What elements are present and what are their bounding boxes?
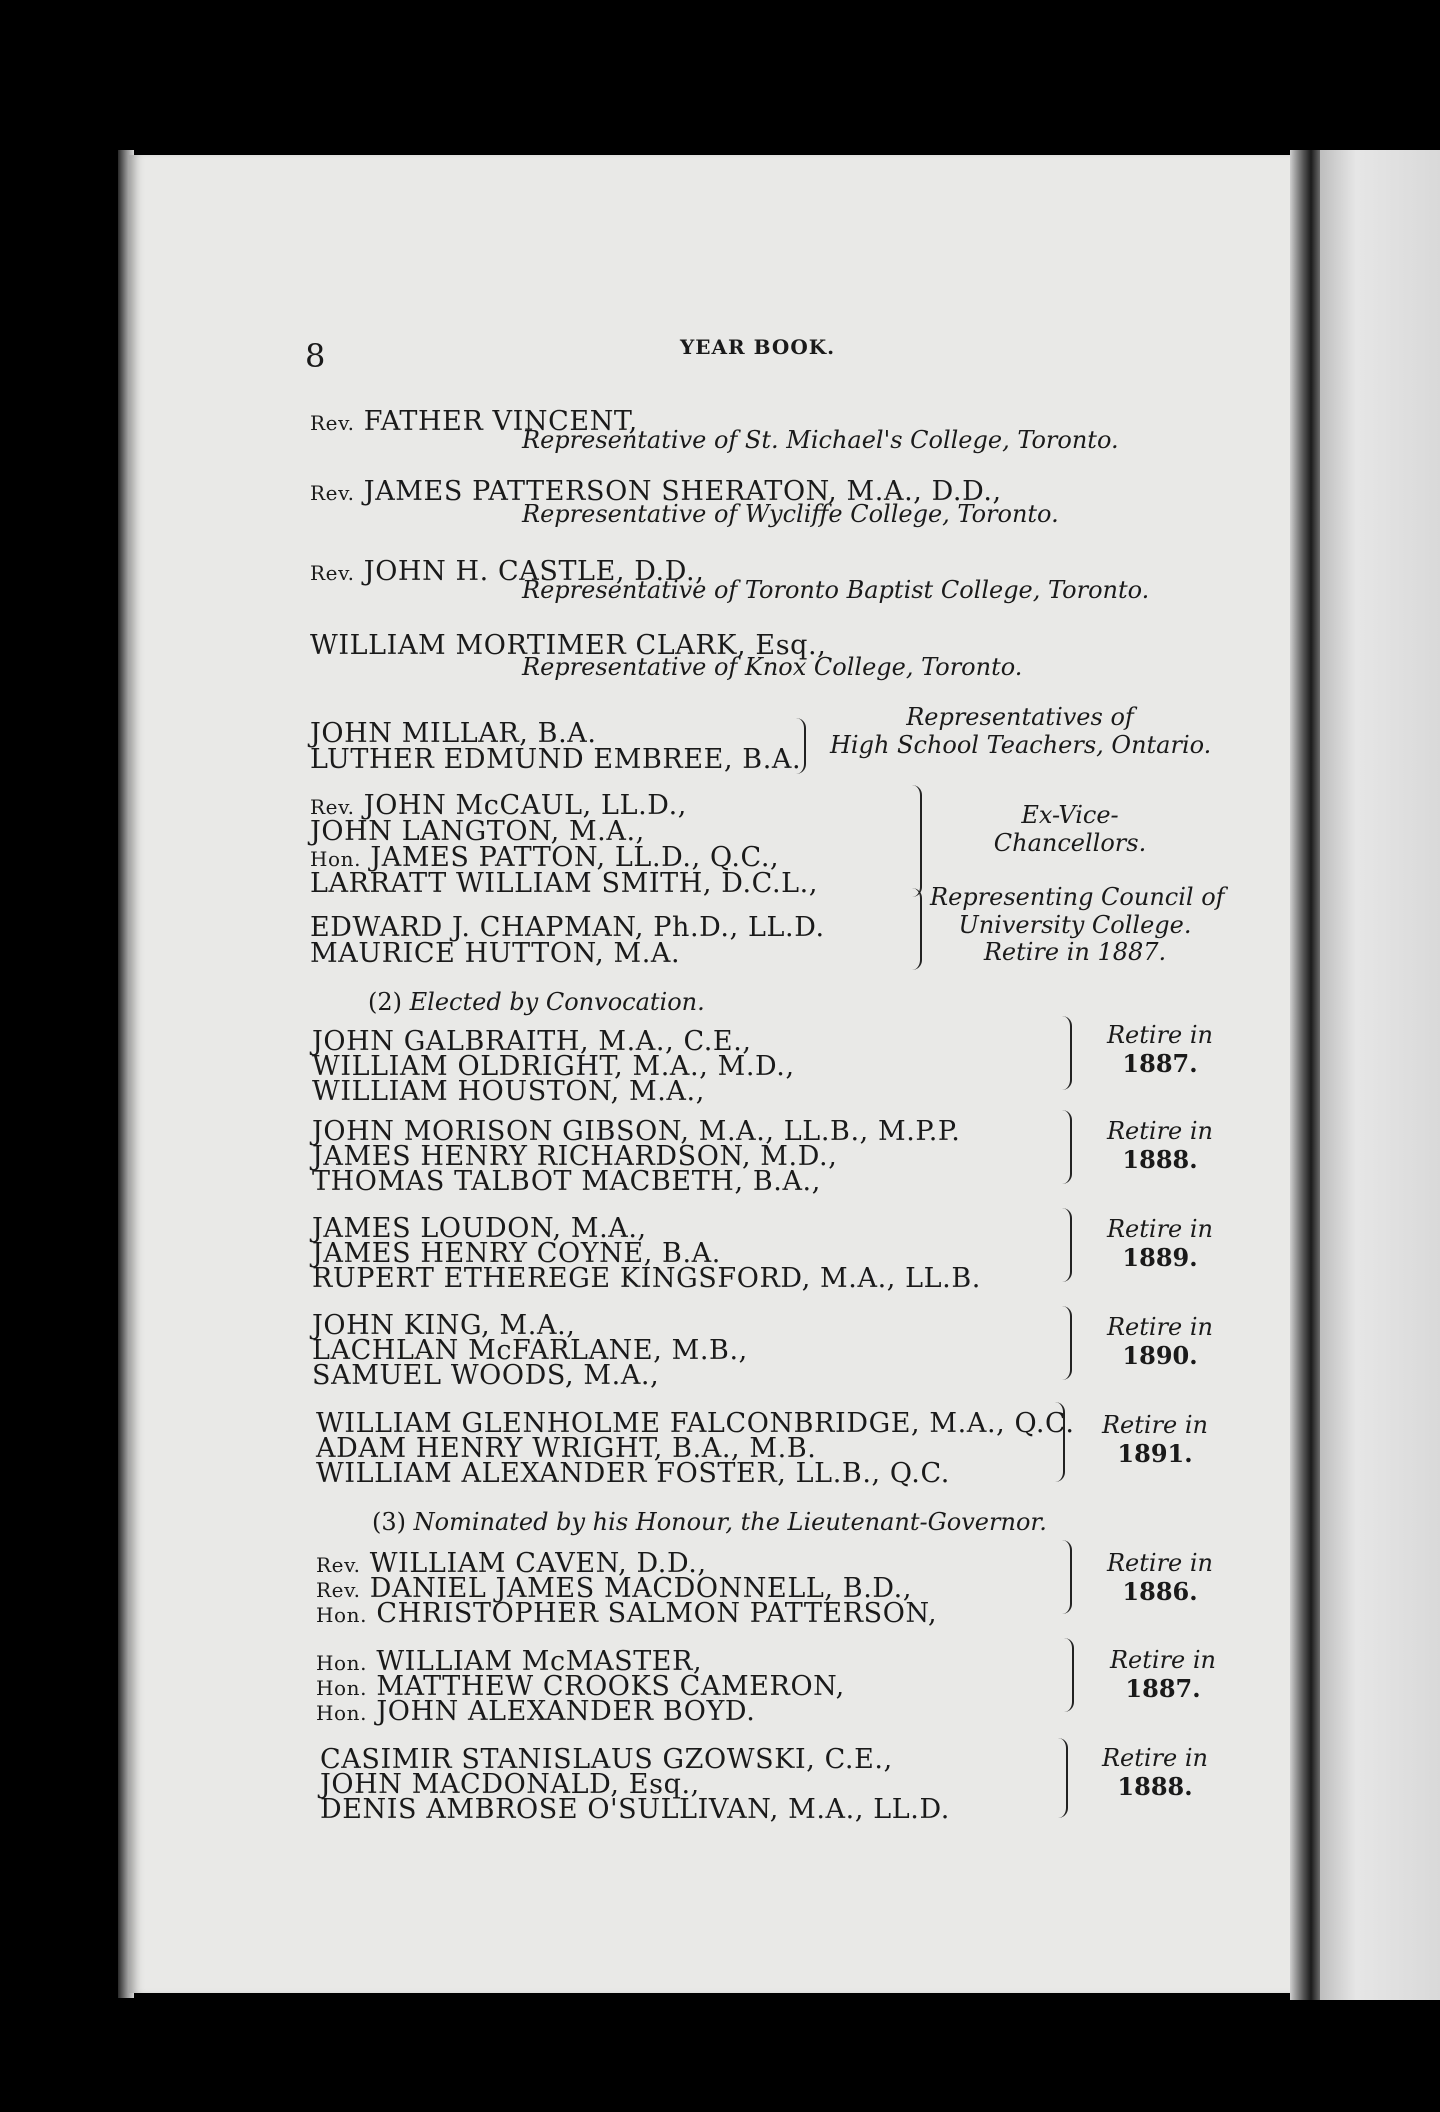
nom-name: CASIMIR STANISLAUS GZOWSKI, C.E., [320,1744,893,1775]
nom-name: Hon. MATTHEW CROOKS CAMERON, [316,1671,845,1702]
nom-name: Hon. CHRISTOPHER SALMON PATTERSON, [316,1598,938,1629]
conv-name: SAMUEL WOODS, M.A., [312,1360,660,1391]
entry-name: WILLIAM MORTIMER CLARK, Esq., [310,630,827,661]
conv-name: WILLIAM HOUSTON, M.A., [312,1076,705,1107]
brace [796,718,806,774]
nom-name: Rev. WILLIAM CAVEN, D.D., [316,1548,707,1579]
conv-name: JAMES LOUDON, M.A., [312,1213,647,1244]
conv-name: JAMES HENRY COYNE, B.A. [312,1238,721,1269]
page-number: 8 [305,337,326,375]
retire-note: Retire in 1888. [1106,1117,1214,1174]
exvc-name: JOHN LANGTON, M.A., [310,816,645,847]
exvc-name: Hon. JAMES PATTON, LL.D., Q.C., [310,842,780,873]
running-head: YEAR BOOK. [680,335,836,359]
brace [912,785,922,897]
brace [1062,1306,1072,1380]
entry-name: Rev. FATHER VINCENT, [310,406,638,437]
conv-name: JOHN KING, M.A., [312,1310,576,1341]
brace [1055,1402,1065,1482]
conv-name: LACHLAN McFARLANE, M.B., [312,1335,748,1366]
retire-note: Retire in 1888. [1101,1744,1209,1801]
conv-name: ADAM HENRY WRIGHT, B.A., M.B. [316,1433,817,1464]
brace [1062,1208,1072,1282]
nom-name: Hon. JOHN ALEXANDER BOYD. [316,1696,756,1727]
retire-note: Retire in 1890. [1106,1313,1214,1370]
exvc-note: Ex-Vice- Chancellors. [993,801,1147,857]
retire-note: Retire in 1887. [1109,1646,1217,1703]
entry-name: Rev. JOHN H. CASTLE, D.D., [310,556,705,587]
conv-name: WILLIAM ALEXANDER FOSTER, LL.B., Q.C. [316,1458,950,1489]
retire-note: Retire in 1889. [1106,1215,1214,1272]
nom-name: JOHN MACDONALD, Esq., [320,1769,700,1800]
conv-name: JOHN MORISON GIBSON, M.A., LL.B., M.P.P. [312,1116,961,1147]
nom-name: Rev. DANIEL JAMES MACDONNELL, B.D., [316,1573,913,1604]
exvc-name: Rev. JOHN McCAUL, LL.D., [310,790,687,821]
section-heading: (3) Nominated by his Honour, the Lieutenant-Governor. [372,1508,1047,1536]
conv-name: JOHN GALBRAITH, M.A., C.E., [312,1026,752,1057]
uc-note: Representing Council of University College. Retire in 1887. [930,883,1225,967]
retire-note: Retire in 1886. [1106,1549,1214,1606]
brace [1062,1540,1072,1614]
hs-note: Representatives of High School Teachers, Ontario. [830,703,1212,759]
hs-name: LUTHER EDMUND EMBREE, B.A. [310,744,802,775]
uc-name: MAURICE HUTTON, M.A. [310,938,681,969]
entry-note: Representative of St. Michael's College, Toronto. [522,426,1119,454]
retire-note: Retire in 1891. [1101,1411,1209,1468]
nom-name: DENIS AMBROSE O'SULLIVAN, M.A., LL.D. [320,1794,950,1825]
conv-name: THOMAS TALBOT MACBETH, B.A., [312,1166,821,1197]
uc-name: EDWARD J. CHAPMAN, Ph.D., LL.D. [310,912,825,943]
nom-name: Hon. WILLIAM McMASTER, [316,1646,703,1677]
entry-note: Representative of Toronto Baptist College, Toronto. [522,576,1150,604]
exvc-name: LARRATT WILLIAM SMITH, D.C.L., [310,868,819,899]
brace [1064,1638,1074,1712]
retire-note: Retire in 1887. [1106,1021,1214,1078]
entry-note: Representative of Wycliffe College, Toronto. [522,500,1059,528]
entry-name: Rev. JAMES PATTERSON SHERATON, M.A., D.D., [310,476,1002,507]
conv-name: JAMES HENRY RICHARDSON, M.D., [312,1141,838,1172]
brace [912,888,922,970]
conv-name: WILLIAM GLENHOLME FALCONBRIDGE, M.A., Q.C. [316,1408,1075,1439]
entry-note: Representative of Knox College, Toronto. [522,653,1023,681]
brace [1062,1110,1072,1184]
hs-name: JOHN MILLAR, B.A. [310,718,597,749]
conv-name: WILLIAM OLDRIGHT, M.A., M.D., [312,1051,795,1082]
brace [1058,1738,1068,1818]
conv-name: RUPERT ETHEREGE KINGSFORD, M.A., LL.B. [312,1263,981,1294]
section-heading: (2) Elected by Convocation. [368,988,705,1016]
brace [1062,1016,1072,1090]
